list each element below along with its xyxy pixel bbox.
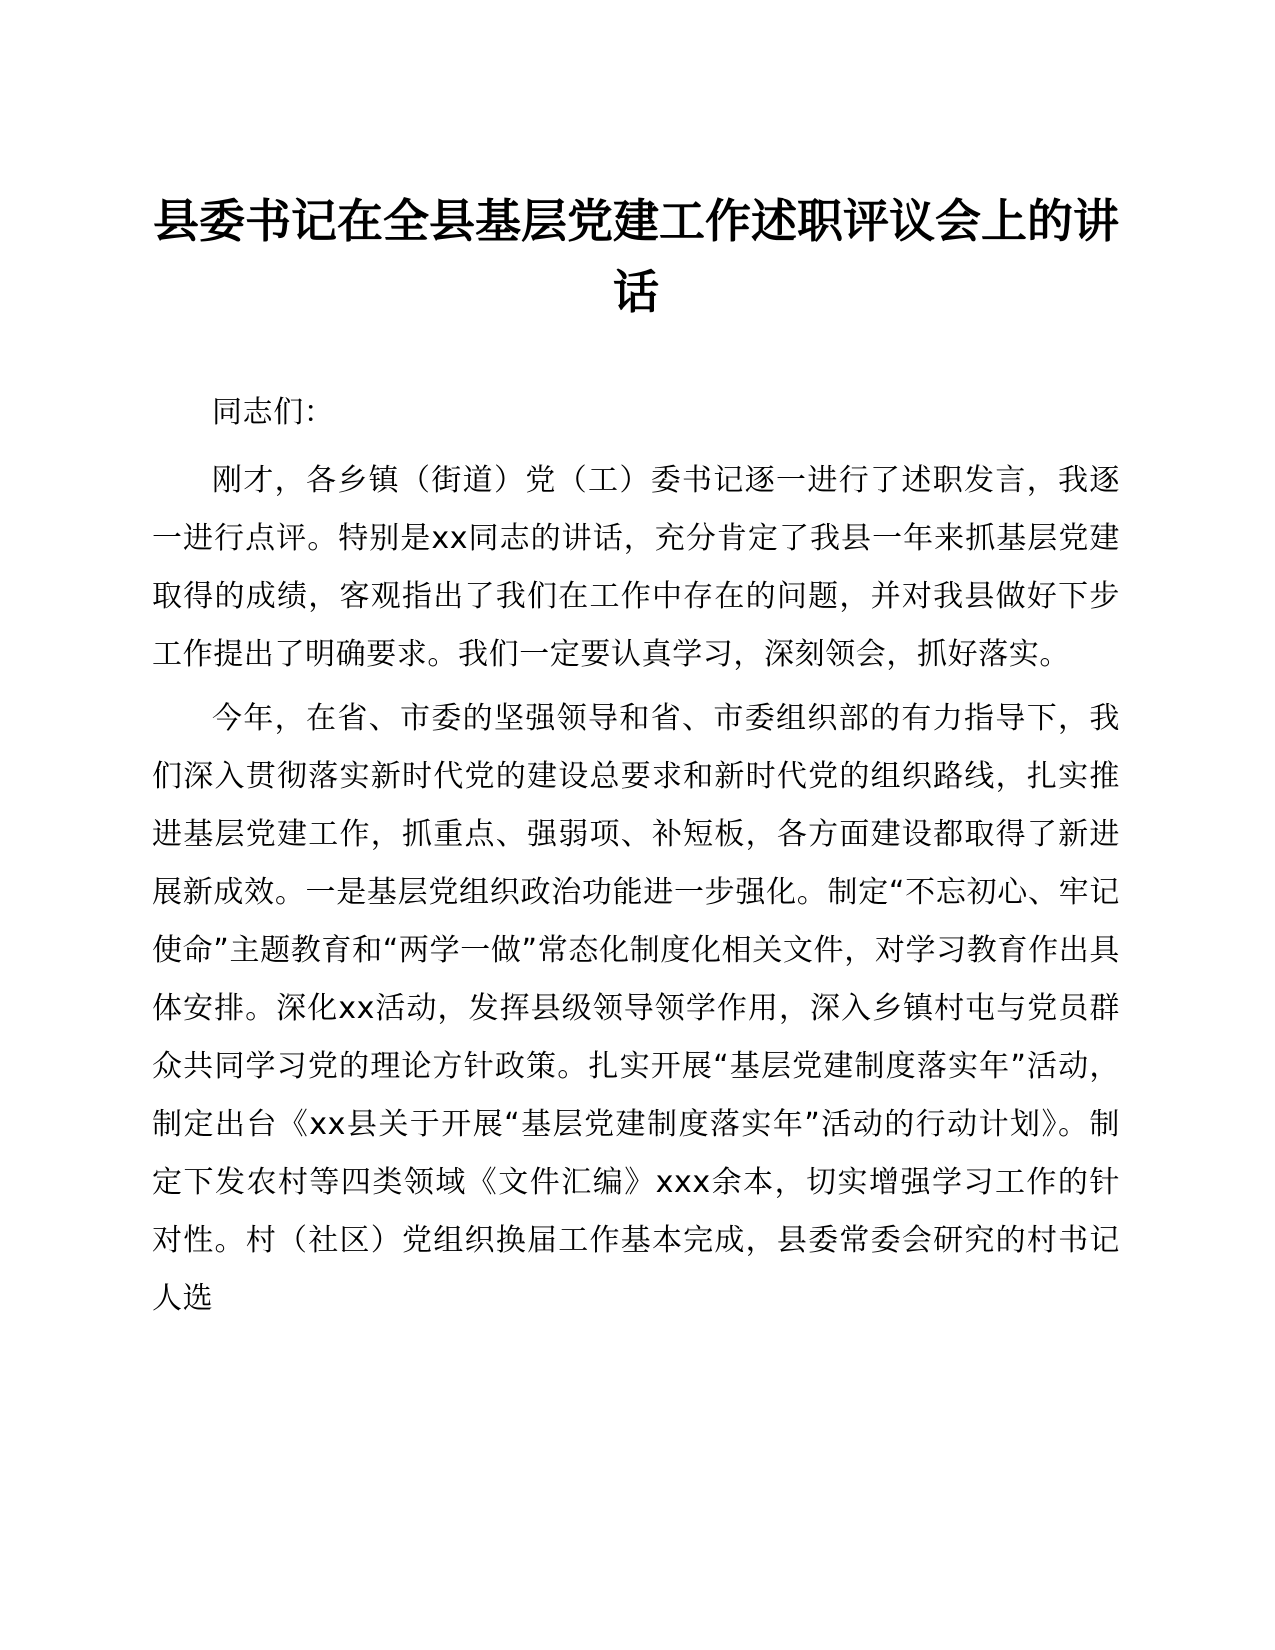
document-body [152,384,1120,1334]
paragraph-2: 今年，在省、市委的坚强领导和省、市委组织部的有力指导下，我们深入贯彻落实新时代党的建设总要求和新时代党的组织路线，扎实推进基层党建工作，抓重点、强弱项、补短板，各方面建设都取得了新进展新成效。一是基层党组织政治功能进一步强化。制定“不忘初心、牢记使命”主题教育和“两学一做”常态化制度化相关文件，对学习教育作出具体安排。深化xx活动，发挥县级领导领学作用，深入乡镇村屯与党员群众共同学习党的理论方针政策。扎实开展“基层党建制度落实年”活动，制定出台《xx县关于开展“基层党建制度落实年”活动的行动计划》。制定下发农村等四类领域《文件汇编》xxx余本，切实增强学习工作的针对性。村（社区）党组织换届工作基本完成，县委常委会研究的村书记人选 [152,701,1120,1316]
greeting: 同志们： [212,395,335,430]
paragraph-1: 刚才，各乡镇（街道）党（工）委书记逐一进行了述职发言，我逐一进行点评。特别是xx同志的讲话，充分肯定了我县一年来抓基层党建取得的成绩，客观指出了我们在工作中存在的问题，并对我县做好下步工作提出了明确要求。我们一定要认真学习，深刻领会，抓好落实。 [152,463,1120,672]
document-title: 县委书记在全县基层党建工作述职评议会上的讲话 [153,194,1119,319]
